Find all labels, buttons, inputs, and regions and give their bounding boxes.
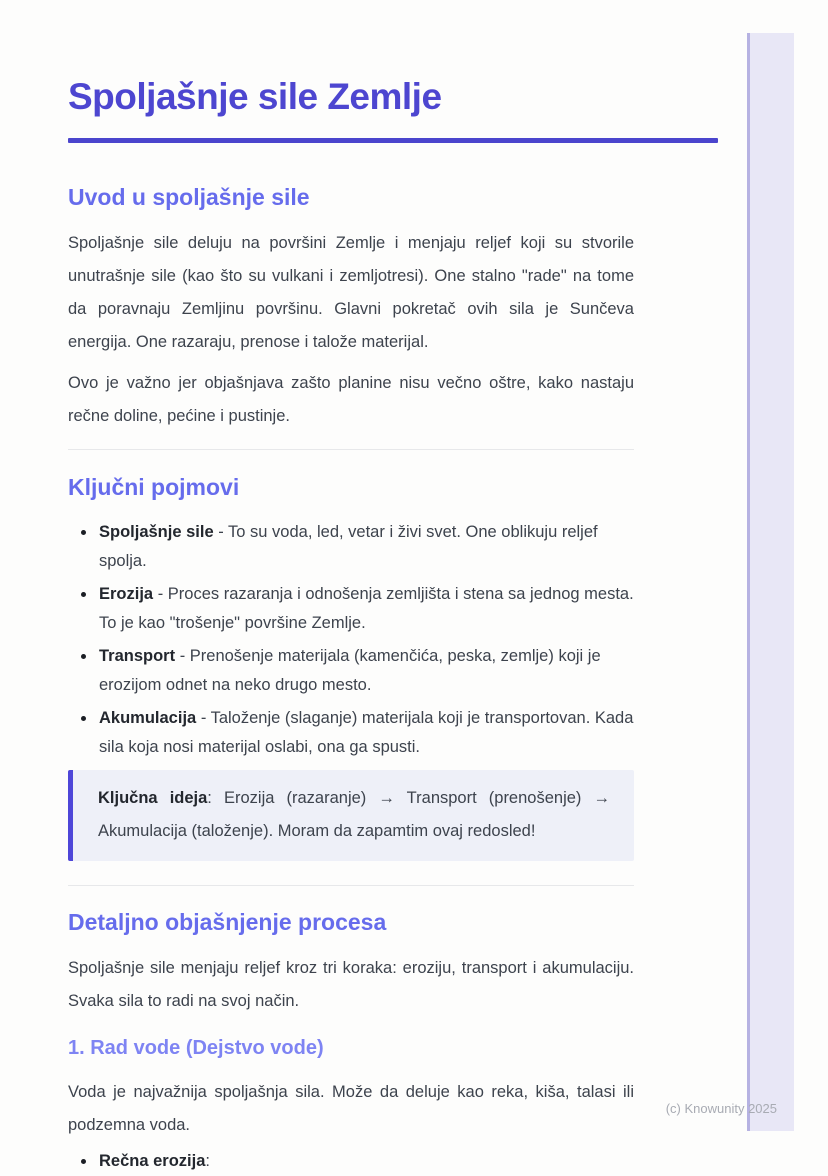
key-terms-list <box>68 518 634 762</box>
process-paragraph: Spoljašnje sile menjaju reljef kroz tri koraka: eroziju, transport i akumulaciju. Svaka sila to radi na svoj način. <box>68 959 634 1010</box>
list-item <box>68 704 634 762</box>
term-suffix: : <box>205 1152 210 1170</box>
page-side-strip <box>747 33 794 1131</box>
list-item-text <box>99 580 634 638</box>
list-item-text <box>99 1147 634 1176</box>
list-item-text <box>99 704 634 762</box>
list-item <box>68 518 634 576</box>
section-heading-key-terms: Ključni pojmovi <box>68 474 240 500</box>
section-divider <box>68 449 634 450</box>
bullet-icon <box>81 530 86 535</box>
copyright-watermark: (c) Knowunity 2025 <box>665 1101 777 1116</box>
subsection-heading-water: 1. Rad vode (Dejstvo vode) <box>68 1037 324 1059</box>
section-heading-process: Detaljno objašnjenje procesa <box>68 909 387 935</box>
list-item <box>68 1147 634 1176</box>
section-divider <box>68 885 634 886</box>
bullet-icon <box>81 1159 86 1164</box>
term-label: Akumulacija <box>99 709 197 727</box>
water-paragraph: Voda je najvažnija spoljašnja sila. Može da deluje kao reka, kiša, talasi ili podzemna voda. <box>68 1083 634 1134</box>
list-item <box>68 580 634 638</box>
key-idea-callout <box>68 770 634 861</box>
term-description: - To su voda, led, vetar i živi svet. One oblikuju reljef spolja. <box>99 523 598 570</box>
bullet-icon <box>81 654 86 659</box>
intro-paragraph-2: Ovo je važno jer objašnjava zašto planine nisu večno oštre, kako nastaju rečne doline, pećine i pustinje. <box>68 374 634 425</box>
document-content <box>68 0 634 1176</box>
term-label: Spoljašnje sile <box>99 523 214 541</box>
term-label: Rečna erozija <box>99 1152 206 1170</box>
term-description: - Prenošenje materijala (kamenčića, peska, zemlje) koji je erozijom odnet na neko drugo mesto. <box>99 647 601 694</box>
term-label: Transport <box>99 647 176 665</box>
term-description: - Proces razaranja i odnošenja zemljišta i stena sa jednog mesta. To je kao "trošenje" površine Zemlje. <box>99 585 634 632</box>
section-heading-intro: Uvod u spoljašnje sile <box>68 184 310 210</box>
bullet-icon <box>81 592 86 597</box>
callout-label: Ključna ideja <box>98 789 208 807</box>
term-label: Erozija <box>99 585 154 603</box>
list-item <box>68 642 634 700</box>
page-title: Spoljašnje sile Zemlje <box>68 76 442 117</box>
intro-paragraph-1: Spoljašnje sile deluju na površini Zemlje i menjaju reljef koji su stvorile unutrašnje sile (kao što su vulkani i zemljotresi). One stalno "rade" na tome da poravnaju Zemljinu površinu. Glavni pokretač ovih sila je Sunčeva energija. One razaraju, prenose i talože materijal. <box>68 234 634 351</box>
callout-body: : Erozija (razaranje) → Transport (prenošenje) → Akumulacija (taloženje). Moram da zapamtim ovaj redosled! <box>98 789 610 840</box>
list-item-text <box>99 642 634 700</box>
list-item-text <box>99 518 634 576</box>
callout-text <box>98 782 610 848</box>
title-underline-rule <box>68 138 718 143</box>
bullet-icon <box>81 716 86 721</box>
term-description: - Taloženje (slaganje) materijala koji je transportovan. Kada sila koja nosi materijal oslabi, ona ga spusti. <box>99 709 634 756</box>
